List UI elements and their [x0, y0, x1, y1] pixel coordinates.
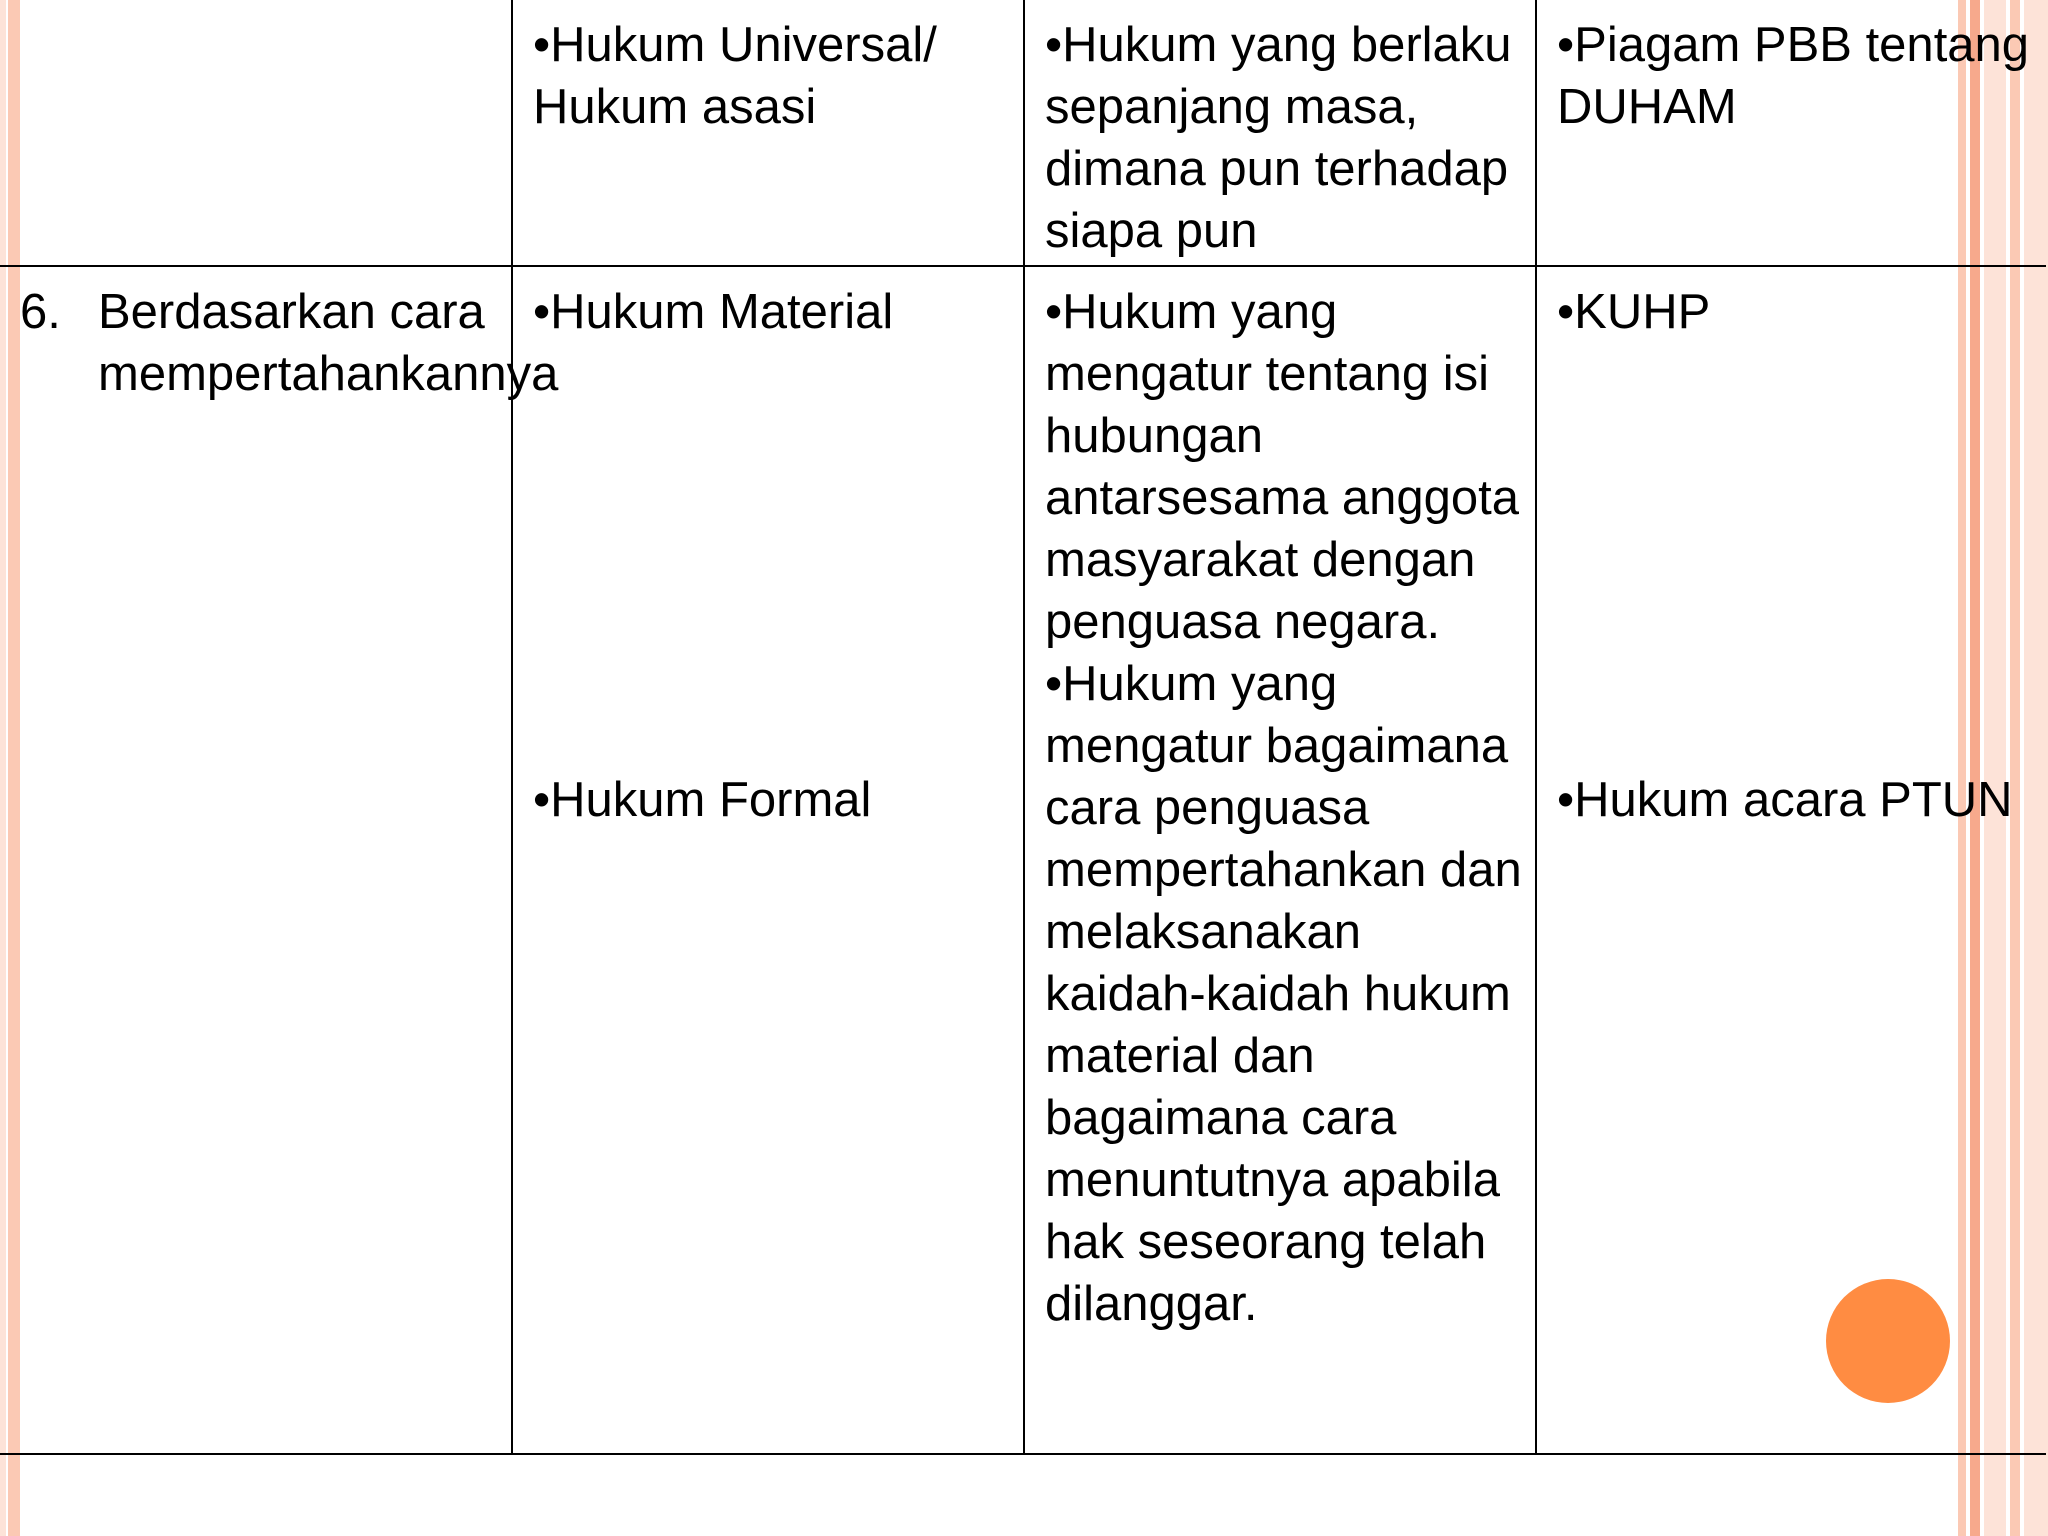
table-cell-law-type: [512, 266, 1024, 1454]
law-type-formal: •Hukum Formal: [533, 773, 872, 827]
spacer: [1557, 343, 2036, 769]
table-cell-category: [0, 0, 512, 266]
table-cell-law-type: [512, 0, 1024, 266]
table-cell-category: [0, 266, 559, 1454]
example-universal: •Piagam PBB tentang DUHAM: [1557, 18, 2030, 134]
description-formal: •Hukum yang mengatur bagaimana cara penguasa mempertahankan dan melaksanakan kaidah-kaidah hukum material dan bagaimana cara menuntutnya apabila hak seseorang telah dilanggar.: [1045, 657, 1522, 1331]
description-material: •Hukum yang mengatur tentang isi hubungan antarsesama anggota masyarakat dengan penguasa negara.: [1045, 285, 1519, 649]
description-universal: •Hukum yang berlaku sepanjang masa, dimana pun terhadap siapa pun: [1045, 18, 1512, 258]
table-cell-example: [1536, 0, 2046, 266]
example-formal: •Hukum acara PTUN: [1557, 773, 2013, 827]
category-label: Berdasarkan cara mempertahankannya: [98, 285, 559, 401]
table-row: [0, 266, 2046, 1454]
spacer: [533, 343, 1013, 769]
table-cell-description: [1024, 266, 1536, 1454]
decorative-orange-circle: [1826, 1279, 1950, 1403]
table-row: [0, 0, 2046, 266]
category-number: 6.: [20, 285, 61, 339]
numbered-category: [20, 281, 559, 405]
law-type-material: •Hukum Material: [533, 285, 894, 339]
law-type-universal: •Hukum Universal/ Hukum asasi: [533, 18, 937, 134]
table-cell-example: [1536, 266, 2046, 1454]
table-cell-description: [1024, 0, 1536, 266]
example-material: •KUHP: [1557, 285, 1711, 339]
